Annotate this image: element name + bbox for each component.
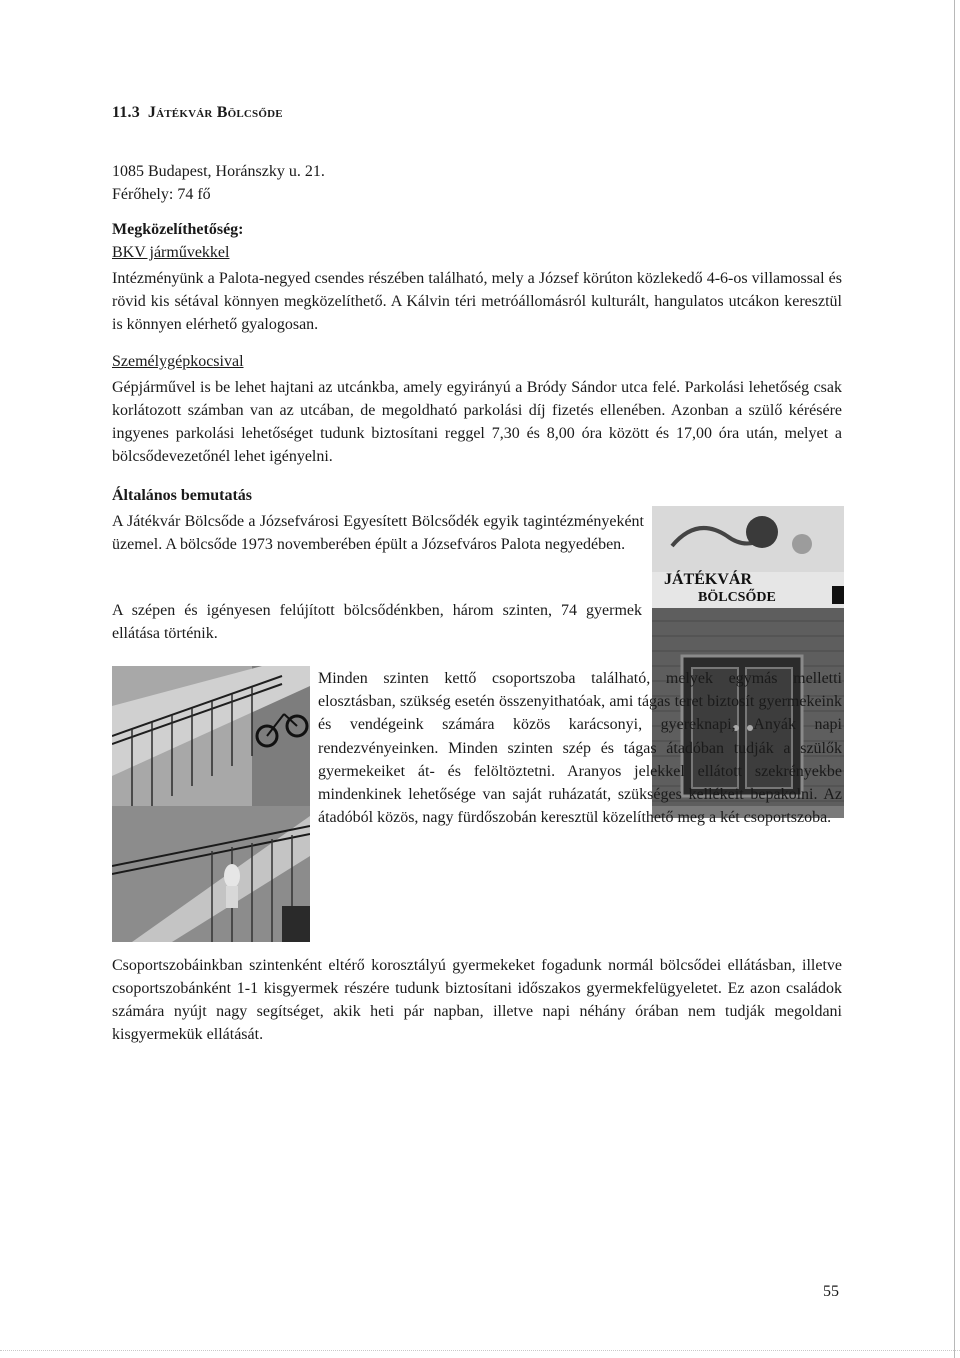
page-number: 55: [823, 1283, 839, 1300]
general-paragraph-2: A szépen és igényesen felújított bölcsődénkben, három szinten, 74 gyermek ellátása történik.: [112, 602, 642, 642]
general-title: Általános bemutatás: [112, 487, 253, 504]
section-number: 11.3: [112, 104, 140, 121]
section-heading: [112, 104, 283, 122]
capacity-text: Férőhely: 74 fő: [112, 186, 211, 203]
street-address: 1085 Budapest, Horánszky u. 21.: [112, 163, 325, 180]
section-title-text: Játékvár Bölcsőde: [147, 104, 283, 121]
sign-line-1: JÁTÉKVÁR: [664, 571, 753, 588]
general-paragraph-1: A Játékvár Bölcsőde a Józsefvárosi Egyesített Bölcsődék egyik tagintézményeként üzemel. A bölcsőde 1973 novemberében épült a Józsefváros Palota negyedében.: [112, 513, 644, 553]
sign-line-2: BÖLCSŐDE: [698, 590, 776, 605]
scan-bottom-noise: [0, 1350, 960, 1352]
bkv-paragraph: Intézményünk a Palota-negyed csendes részében található, mely a József körúton közlekedő 4-6-os villamossal és rövid kis sétával könnyen megközelíthető. A Kálvin téri metróállomásról kulturált, hangulatos utcákon keresztül is könnyen elérhető gyalogosan.: [112, 270, 842, 333]
car-paragraph: Gépjárművel is be lehet hajtani az utcánkba, amely egyirányú a Bródy Sándor utca felé. Parkolási lehetőség csak korlátozott számban van az utcában, de megoldható parkolási díj fizetés ellenében. Azonban a szülő kérésére ingyenes parkolási lehetőséget tudunk biztosítani reggel 7,30 és 8,00 óra között és 17,00 óra után, melyet a bölcsődevezetőnél lehet igényelni.: [112, 379, 842, 465]
staircase-photo: [112, 666, 310, 942]
general-paragraph-3: Minden szinten kettő csoportszoba található, melyek egymás melletti elosztásban, szükség esetén összenyithatóak, ami tágas teret biztosít gyermekeink és vendégeink számára közös karácsonyi, gyereknapi, Anyák napi rendezvényeinken. Minden szinten szép és tágas átadóban tudják a szülők gyermekeiket át- és felöltöztetni. Aranyos jelekkel ellátott szekrényekbe mindenkinek lehetősége van saját ruházatát, szükséges kellékeit bepakolni. Az átadóból közös, nagy fürdőszobán keresztül közelíthető meg a két csoportszoba.: [318, 670, 842, 827]
bkv-subtitle: BKV járművekkel: [112, 244, 230, 261]
general-paragraph-4: Csoportszobáinkban szintenként eltérő korosztályú gyermekeket fogadunk normál bölcsődei ellátásban, illetve csoportszobánként 1-1 kisgyermek részére tudunk biztosítani időszakos gyermekfelügyeletet. Ez azon családok számára nyújt nagy segítséget, akik heti pár napban, illetve napi néhány órában nem tudják megoldani kisgyermekük ellátását.: [112, 957, 842, 1043]
address-block: [112, 160, 325, 206]
car-subtitle: Személygépkocsival: [112, 353, 244, 370]
access-title: Megközelíthetőség:: [112, 221, 244, 238]
scan-edge-line: [954, 0, 955, 1358]
